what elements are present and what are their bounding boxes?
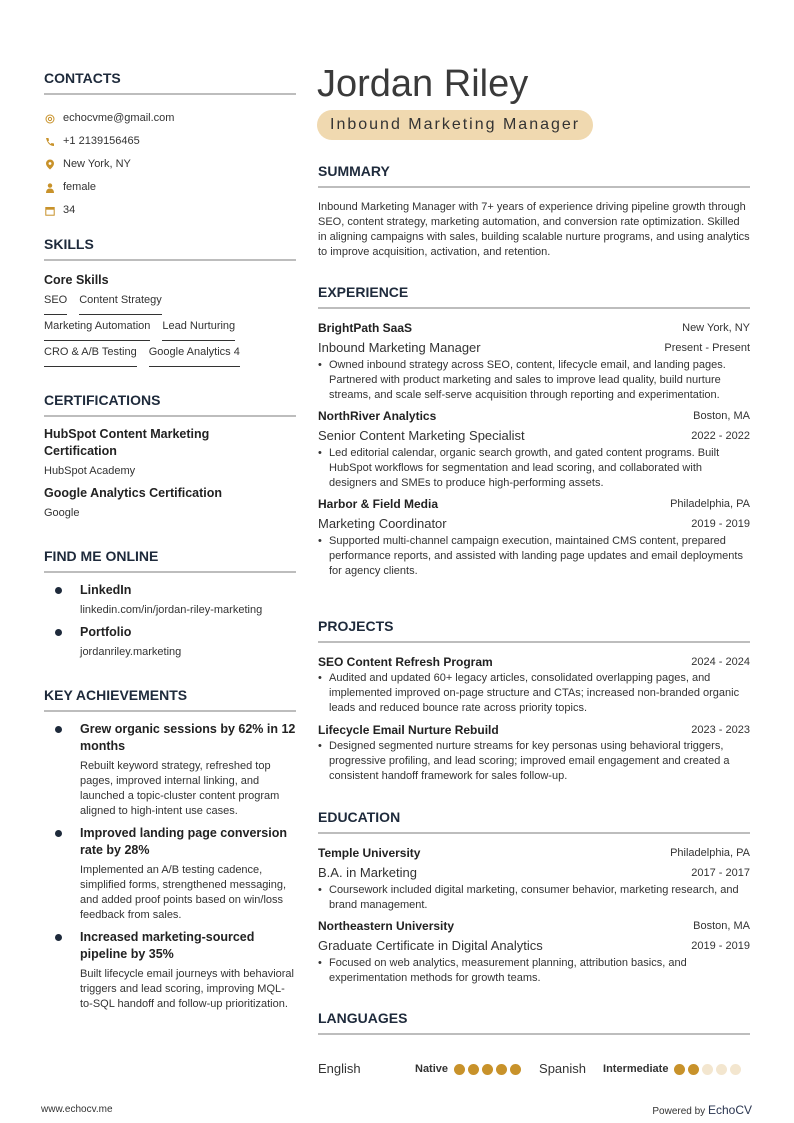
education-section: [318, 809, 750, 992]
job-bullet: • Supported multi-channel campaign execution, maintained CMS content, prepared performance reports, and assisted with landing page updates and email deployments for agency clients.: [318, 534, 750, 579]
calendar-icon: [44, 205, 56, 217]
job-dates: 2022 - 2022: [691, 429, 750, 442]
job-dates: 2019 - 2019: [691, 517, 750, 530]
rating-dot-filled: [482, 1064, 493, 1075]
achievement-item: [44, 721, 296, 819]
bullet-icon: [55, 934, 62, 941]
candidate-name: Jordan Riley: [317, 63, 529, 105]
job-bullet: • Owned inbound strategy across SEO, content, lifecycle email, and landing pages. Partnered with product marketing and sales to improve lead quality, build nurture streams, and scale self-serve acquisition through reporting and experimentation.: [318, 358, 750, 403]
person-icon: [44, 182, 56, 194]
skill-tags: [44, 293, 296, 371]
job-location: Philadelphia, PA: [670, 498, 750, 510]
certifications-section: [44, 392, 296, 527]
education-entry: [318, 846, 750, 913]
education-dates: 2017 - 2017: [691, 866, 750, 879]
school-location: Boston, MA: [693, 920, 750, 932]
job-role: Inbound Marketing Manager: [318, 339, 481, 355]
certification-name: HubSpot Content Marketing Certification: [44, 427, 210, 458]
skill-tag: Lead Nurturing: [162, 319, 235, 341]
bullet-icon: [55, 830, 62, 837]
skill-tag: CRO & A/B Testing: [44, 345, 137, 367]
achievement-item: [44, 929, 296, 1012]
online-link[interactable]: jordanriley.marketing: [80, 646, 182, 658]
experience-entry: [318, 497, 750, 579]
project-dates: 2024 - 2024: [691, 656, 750, 668]
degree: Graduate Certificate in Digital Analytics: [318, 937, 543, 953]
language-rating: [674, 1064, 741, 1075]
achievement-desc: Built lifecycle email journeys with behavioral triggers and lead scoring, improving MQL-to-SQL handoff and follow-up prioritization.: [80, 968, 294, 1010]
school-name: Northeastern University: [318, 919, 455, 933]
footer-site: www.echocv.me: [41, 1104, 113, 1115]
achievement-item: [44, 825, 296, 923]
location-icon: [44, 159, 56, 171]
education-entry: [318, 919, 750, 986]
section-heading: KEY ACHIEVEMENTS: [44, 687, 296, 712]
online-item-portfolio: [44, 624, 296, 660]
contact-text: New York, NY: [63, 158, 131, 170]
language-level: Native: [415, 1063, 449, 1075]
languages-section: [318, 1010, 750, 1078]
skill-tag: SEO: [44, 293, 67, 315]
language-name: Spanish: [539, 1061, 587, 1076]
summary-section: [318, 163, 750, 260]
section-heading: SKILLS: [44, 236, 296, 261]
degree: B.A. in Marketing: [318, 864, 417, 880]
job-role: Senior Content Marketing Specialist: [318, 427, 525, 443]
education-dates: 2019 - 2019: [691, 939, 750, 952]
email-icon: [44, 113, 56, 125]
bullet-icon: [55, 629, 62, 636]
skills-group-title: Core Skills: [44, 273, 109, 287]
footer-powered: [652, 1104, 752, 1118]
skills-section: [44, 236, 296, 371]
skill-tag: Google Analytics 4: [149, 345, 240, 367]
school-name: Temple University: [318, 846, 421, 860]
language-row: [318, 1060, 750, 1078]
section-heading: FIND ME ONLINE: [44, 548, 296, 573]
contact-email: [44, 107, 296, 130]
online-link[interactable]: linkedin.com/in/jordan-riley-marketing: [80, 604, 263, 616]
language-name: English: [318, 1061, 361, 1076]
projects-section: [318, 618, 750, 791]
skill-tag: Marketing Automation: [44, 319, 150, 341]
achievement-desc: Rebuilt keyword strategy, refreshed top pages, improved internal linking, and launched a topic-cluster content program aligned to high-intent use cases.: [80, 760, 280, 817]
achievement-desc: Implemented an A/B testing cadence, simplified forms, strengthened messaging, and added proof points based on win/loss feedback from sales.: [80, 864, 287, 921]
rating-dot-empty: [716, 1064, 727, 1075]
job-dates: Present - Present: [664, 341, 750, 354]
contact-gender: [44, 176, 296, 199]
rating-dot-filled: [510, 1064, 521, 1075]
education-bullet: • Focused on web analytics, measurement planning, attribution basics, and experimentation methods for growth teams.: [318, 956, 750, 986]
experience-section: [318, 284, 750, 585]
rating-dot-filled: [468, 1064, 479, 1075]
section-heading: LANGUAGES: [318, 1010, 750, 1035]
experience-entry: [318, 409, 750, 491]
project-entry: [318, 655, 750, 716]
certification-name: Google Analytics Certification: [44, 486, 223, 500]
company-name: BrightPath SaaS: [318, 321, 413, 335]
job-bullet: • Led editorial calendar, organic search growth, and gated content programs. Built HubSpot workflows for segmentation and lead scoring, and collaborated with designers and SMEs to produce high-performing assets.: [318, 446, 750, 491]
achievement-title: Increased marketing-sourced pipeline by 35%: [80, 930, 255, 961]
contact-text: +1 2139156465: [63, 135, 140, 147]
online-item-linkedin: [44, 582, 296, 618]
company-name: NorthRiver Analytics: [318, 409, 437, 423]
contact-text: female: [63, 181, 97, 193]
bullet-icon: [55, 587, 62, 594]
project-bullet: • Designed segmented nurture streams for key personas using behavioral triggers, progressive profiling, and lead scoring; improved email engagement and created a consistent handoff framework for sales follow-up.: [318, 739, 750, 784]
job-location: Boston, MA: [693, 410, 750, 422]
rating-dot-filled: [454, 1064, 465, 1075]
project-bullet: • Audited and updated 60+ legacy articles, consolidated overlapping pages, and implemented improved on-page structure and CTAs; increased non-branded organic leads and reduced bounce rate across priority topics.: [318, 671, 750, 716]
contact-phone: [44, 130, 296, 153]
company-name: Harbor & Field Media: [318, 497, 439, 511]
achievement-title: Grew organic sessions by 62% in 12 months: [80, 722, 296, 753]
skill-tag: Content Strategy: [79, 293, 162, 315]
project-entry: [318, 723, 750, 784]
job-role: Marketing Coordinator: [318, 515, 447, 531]
powered-label: Powered by: [652, 1106, 706, 1117]
contacts-section: [44, 70, 296, 222]
achievements-section: [44, 687, 296, 1018]
contact-location: [44, 153, 296, 176]
certification-issuer: HubSpot Academy: [44, 465, 136, 477]
section-heading: EDUCATION: [318, 809, 750, 834]
job-location: New York, NY: [682, 322, 750, 334]
phone-icon: [44, 136, 56, 148]
language-level: Intermediate: [603, 1063, 669, 1075]
education-bullet: • Coursework included digital marketing, consumer behavior, marketing research, and brand management.: [318, 883, 750, 913]
school-location: Philadelphia, PA: [670, 847, 750, 859]
summary-text: Inbound Marketing Manager with 7+ years of experience driving pipeline growth through SEO, content strategy, marketing automation, and conversion rate optimization. Skilled in aligning campaigns with sales, building scalable nurture programs, and using analytics to improve acquisition, activation, and retention.: [318, 201, 750, 258]
certification-issuer: Google: [44, 507, 80, 519]
project-name: SEO Content Refresh Program: [318, 655, 493, 669]
contact-text: echocvme@gmail.com: [63, 112, 175, 124]
contact-text: 34: [63, 204, 76, 216]
job-title-badge: Inbound Marketing Manager: [317, 110, 593, 140]
online-name: Portfolio: [80, 625, 132, 639]
project-name: Lifecycle Email Nurture Rebuild: [318, 723, 499, 737]
rating-dot-filled: [674, 1064, 685, 1075]
experience-entry: [318, 321, 750, 403]
project-dates: 2023 - 2023: [691, 724, 750, 736]
section-heading: EXPERIENCE: [318, 284, 750, 309]
rating-dot-empty: [730, 1064, 741, 1075]
rating-dot-empty: [702, 1064, 713, 1075]
section-heading: SUMMARY: [318, 163, 750, 188]
section-heading: CONTACTS: [44, 70, 296, 95]
achievement-title: Improved landing page conversion rate by 28%: [80, 826, 287, 857]
section-heading: CERTIFICATIONS: [44, 392, 296, 417]
rating-dot-filled: [496, 1064, 507, 1075]
section-heading: PROJECTS: [318, 618, 750, 643]
bullet-icon: [55, 726, 62, 733]
rating-dot-filled: [688, 1064, 699, 1075]
online-name: LinkedIn: [80, 583, 132, 597]
online-section: [44, 548, 296, 666]
contact-age: [44, 199, 296, 222]
language-rating: [454, 1064, 521, 1075]
brand-logo: EchoCV: [707, 1103, 752, 1117]
